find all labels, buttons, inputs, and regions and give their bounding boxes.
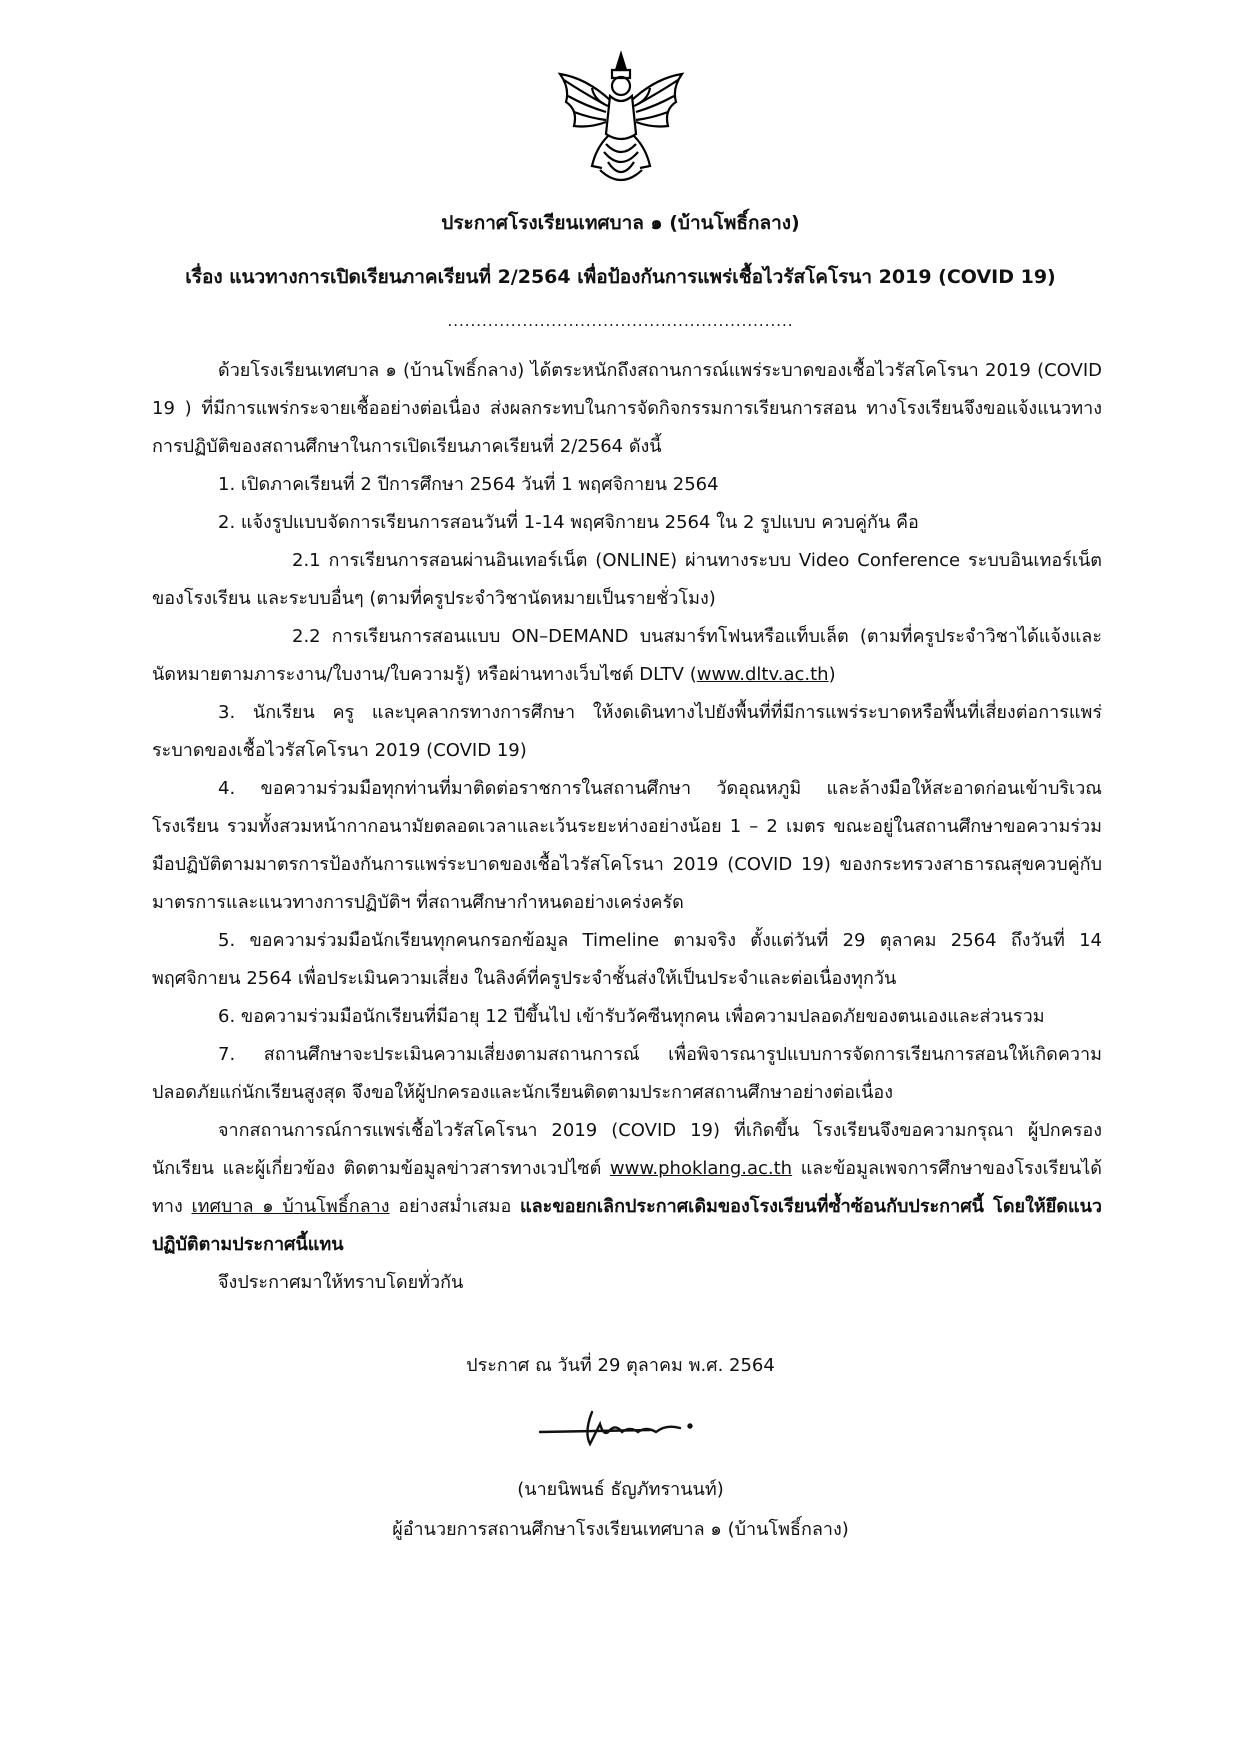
item-2-2-end: ) xyxy=(828,664,836,685)
announcement-date: ประกาศ ณ วันที่ 29 ตุลาคม พ.ศ. 2564 xyxy=(466,1355,775,1376)
signer-position: ผู้อำนวยการสถานศึกษาโรงเรียนเทศบาล ๑ (บ้านโพธิ์กลาง) xyxy=(392,1519,849,1540)
closing-text-c: อย่างสม่ำเสมอ xyxy=(389,1196,521,1217)
website-link[interactable]: www.phoklang.ac.th xyxy=(609,1158,793,1179)
facebook-page-link[interactable]: เทศบาล ๑ บ้านโพธิ์กลาง xyxy=(191,1196,390,1217)
announcement-title: ประกาศโรงเรียนเทศบาล ๑ (บ้านโพธิ์กลาง) xyxy=(441,212,800,234)
item-3: 3. นักเรียน ครู และบุคลากรทางการศึกษา ให้งดเดินทางไปยังพื้นที่ที่มีการแพร่ระบาดหรือพื้นที่เสี่ยงต่อการแพร่ระบาดของเชื้อไวรัสโคโรนา 2019 (COVID 19) xyxy=(152,702,1102,761)
announcement-body xyxy=(152,352,1102,1302)
item-2-2-text: 2.2 การเรียนการสอนแบบ ON–DEMAND บนสมาร์ทโฟนหรือแท็บเล็ต (ตามที่ครูประจำวิชาได้แจ้งและนัดหมายตามภาระงาน/ใบงาน/ใบความรู้) หรือผ่านทางเว็บไซต์ DLTV ( xyxy=(152,626,1102,685)
item-5: 5. ขอความร่วมมือนักเรียนทุกคนกรอกข้อมูล Timeline ตามจริง ตั้งแต่วันที่ 29 ตุลาคม 2564 ถึงวันที่ 14 พฤศจิกายน 2564 เพื่อประเมินความเสี่ยง ในลิงค์ที่ครูประจำชั้นส่งให้เป็นประจำและต่อเนื่องทุกวัน xyxy=(152,930,1102,989)
item-2: 2. แจ้งรูปแบบจัดการเรียนการสอนวันที่ 1-14 พฤศจิกายน 2564 ใน 2 รูปแบบ ควบคู่กัน คือ xyxy=(218,512,919,533)
closing-bold-text: และขอยกเลิกประกาศเดิมของโรงเรียนที่ซ้ำซ้อนกับประกาศนี้ โดยให้ยึดแนวปฏิบัติตามประกาศนี้แทน xyxy=(152,1196,1102,1255)
garuda-emblem-icon xyxy=(546,48,696,198)
dltv-link[interactable]: www.dltv.ac.th xyxy=(696,664,829,685)
signature-icon xyxy=(530,1402,730,1452)
item-2-1: 2.1 การเรียนการสอนผ่านอินเทอร์เน็ต (ONLINE) ผ่านทางระบบ Video Conference ระบบอินเทอร์เน็ตของโรงเรียน และระบบอื่นๆ (ตามที่ครูประจำวิชานัดหมายเป็นรายชั่วโมง) xyxy=(152,550,1102,609)
final-line: จึงประกาศมาให้ทราบโดยทั่วกัน xyxy=(218,1272,464,1293)
separator-dots: ............................................................ xyxy=(447,312,794,330)
closing-paragraph xyxy=(152,1112,1102,1264)
signer-name: (นายนิพนธ์ ธัญภัทรานนท์) xyxy=(517,1479,724,1500)
closing-text-b: และข้อมูลเพจการศึกษาของโรงเรียนได้ทาง xyxy=(152,1158,1102,1217)
item-2-2 xyxy=(152,618,1102,694)
item-1: 1. เปิดภาคเรียนที่ 2 ปีการศึกษา 2564 วันที่ 1 พฤศจิกายน 2564 xyxy=(218,474,719,495)
announcement-subject: เรื่อง แนวทางการเปิดเรียนภาคเรียนที่ 2/2564 เพื่อป้องกันการแพร่เชื้อไวรัสโคโรนา 2019 (COVID 19) xyxy=(185,266,1056,288)
item-6: 6. ขอความร่วมมือนักเรียนที่มีอายุ 12 ปีขึ้นไป เข้ารับวัคซีนทุกคน เพื่อความปลอดภัยของตนเองและส่วนรวม xyxy=(218,1006,1045,1027)
item-4: 4. ขอความร่วมมือทุกท่านที่มาติดต่อราชการในสถานศึกษา วัดอุณหภูมิ และล้างมือให้สะอาดก่อนเข้าบริเวณโรงเรียน รวมทั้งสวมหน้ากากอนามัยตลอดเวลาและเว้นระยะห่างอย่างน้อย 1 – 2 เมตร ขณะอยู่ในสถานศึกษาขอความร่วมมือปฏิบัติตามมาตรการป้องกันการแพร่ระบาดของเชื้อไวรัสโคโรนา 2019 (COVID 19) ของกระทรวงสาธารณสุขควบคู่กับมาตรการและแนวทางการปฏิบัติฯ ที่สถานศึกษากำหนดอย่างเคร่งครัด xyxy=(152,778,1102,913)
item-7: 7. สถานศึกษาจะประเมินความเสี่ยงตามสถานการณ์ เพื่อพิจารณารูปแบบการจัดการเรียนการสอนให้เกิดความปลอดภัยแก่นักเรียนสูงสุด จึงขอให้ผู้ปกครองและนักเรียนติดตามประกาศสถานศึกษาอย่างต่อเนื่อง xyxy=(152,1044,1102,1103)
closing-text-a: จากสถานการณ์การแพร่เชื้อไวรัสโคโรนา 2019 (COVID 19) ที่เกิดขึ้น โรงเรียนจึงขอความกรุณา ผู้ปกครอง นักเรียน และผู้เกี่ยวข้อง ติดตามข้อมูลข่าวสารทางเวปไซต์ xyxy=(152,1120,1102,1179)
intro-paragraph: ด้วยโรงเรียนเทศบาล ๑ (บ้านโพธิ์กลาง) ได้ตระหนักถึงสถานการณ์แพร่ระบาดของเชื้อไวรัสโคโรนา 2019 (COVID 19 ) ที่มีการแพร่กระจายเชื้ออย่างต่อเนื่อง ส่งผลกระทบในการจัดกิจกรรมการเรียนการสอน ทางโรงเรียนจึงขอแจ้งแนวทางการปฏิบัติของสถานศึกษาในการเปิดเรียนภาคเรียนที่ 2/2564 ดังนี้ xyxy=(152,360,1102,457)
